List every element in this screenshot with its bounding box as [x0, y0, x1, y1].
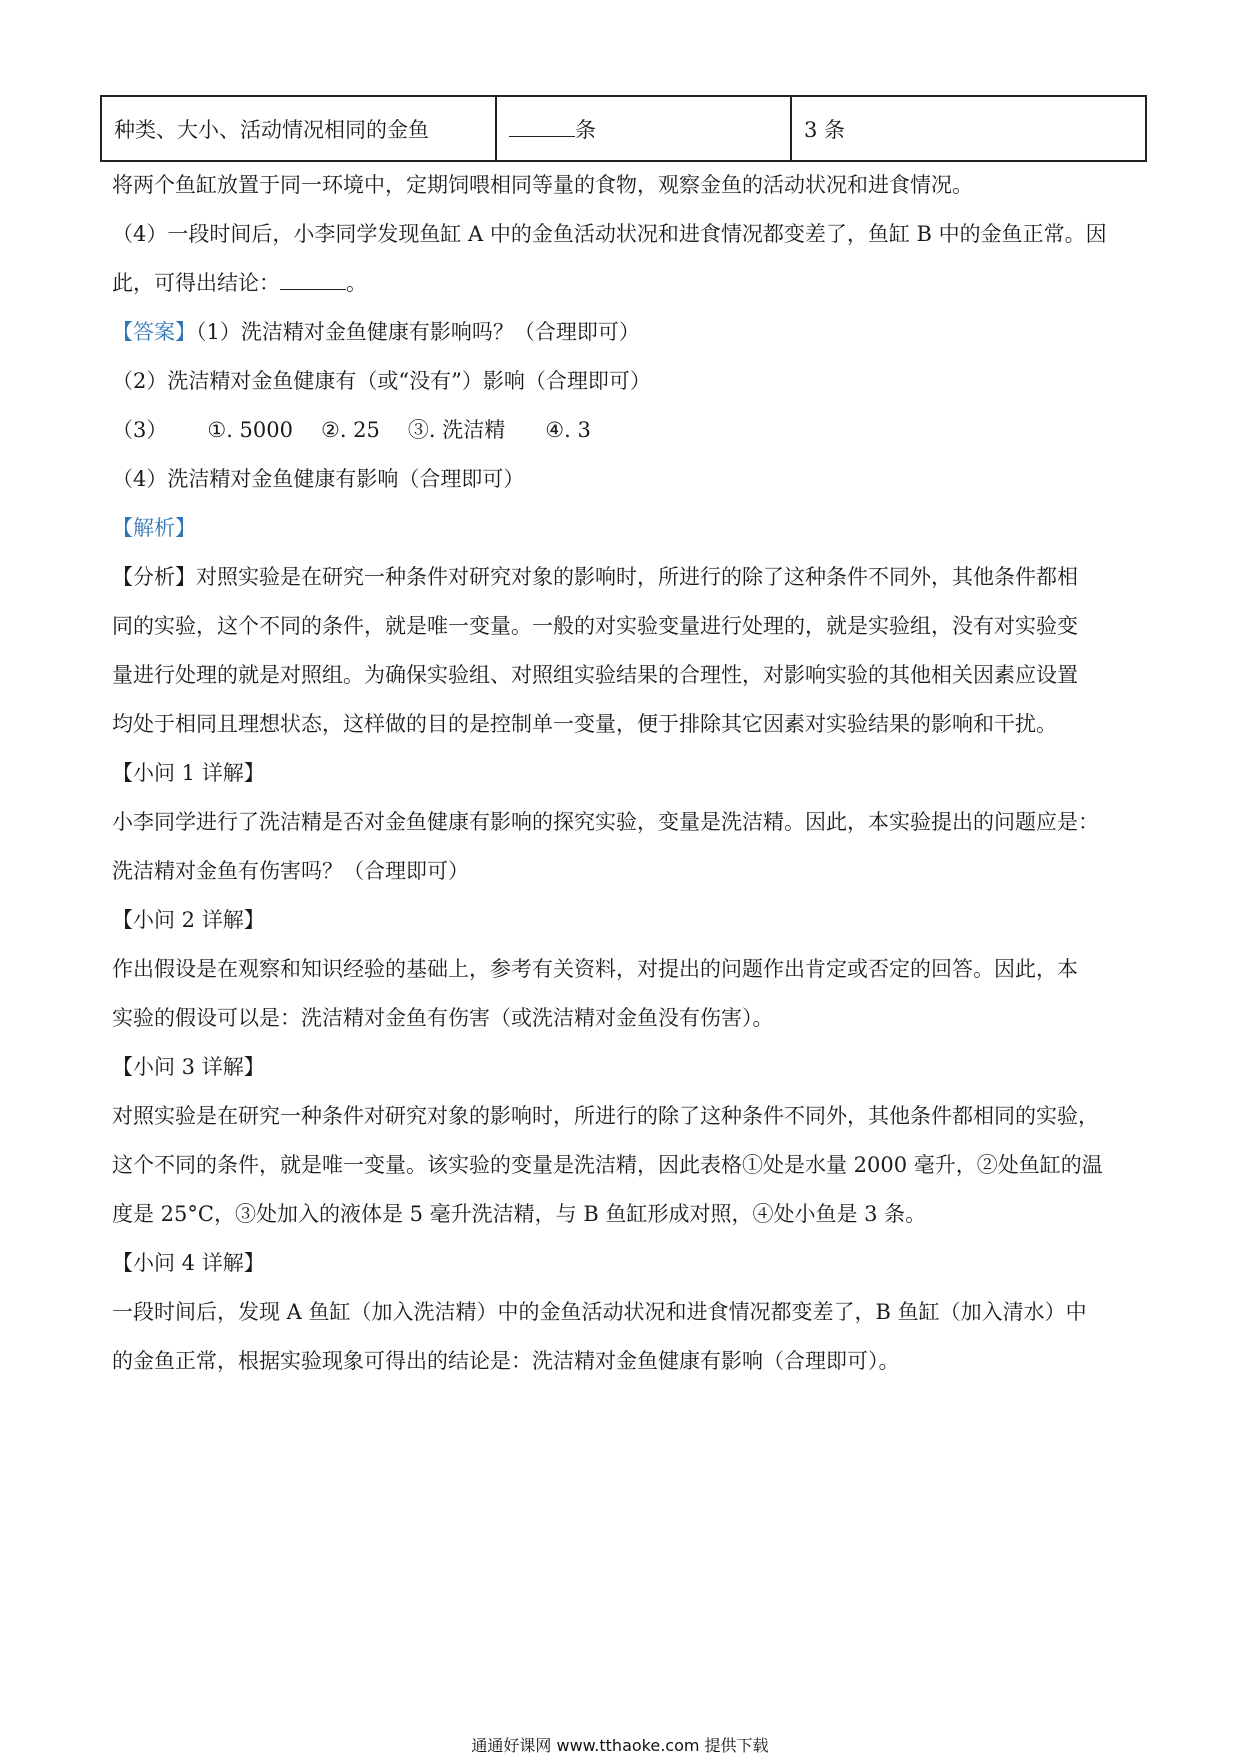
answer-4: （4）洗洁精对金鱼健康有影响（合理即可） — [112, 467, 525, 491]
intro-text: 将两个鱼缸放置于同一环境中，定期饲喂相同等量的食物，观察金鱼的活动状况和进食情况。 — [112, 173, 973, 197]
question-4-suffix: 。 — [346, 271, 367, 295]
section-line: 的金鱼正常，根据实验现象可得出的结论是：洗洁精对金鱼健康有影响（合理即可）。 — [112, 1349, 900, 1373]
question-4-line-1: （4）一段时间后，小李同学发现鱼缸 A 中的金鱼活动状况和进食情况都变差了，鱼缸 B 中的金鱼正常。因 — [112, 222, 1107, 246]
section-title: 【小问 2 详解】 — [112, 908, 265, 932]
answer-line-1 — [112, 317, 1142, 347]
section-line: 小李同学进行了洗洁精是否对金鱼健康有影响的探究实验，变量是洗洁精。因此，本实验提出的问题应是： — [112, 810, 1099, 834]
table-row — [101, 96, 1146, 161]
answer-3-item: ③. 洗洁精 — [407, 418, 506, 442]
section-title: 【小问 1 详解】 — [112, 761, 265, 785]
analysis-line: 均处于相同且理想状态，这样做的目的是控制单一变量，便于排除其它因素对实验结果的影响和干扰。 — [112, 712, 1057, 736]
analysis-line: 同的实验，这个不同的条件，就是唯一变量。一般的对实验变量进行处理的，就是实验组，没有对实验变 — [112, 614, 1078, 638]
answer-1: （1）洗洁精对金鱼健康有影响吗？（合理即可） — [196, 320, 640, 344]
section-line: 实验的假设可以是：洗洁精对金鱼有伤害（或洗洁精对金鱼没有伤害）。 — [112, 1006, 774, 1030]
section-line: 作出假设是在观察和知识经验的基础上，参考有关资料，对提出的问题作出肯定或否定的回答。因此，本 — [112, 957, 1078, 981]
answer-3-item: ②. 25 — [321, 418, 380, 442]
question-4-line-2 — [112, 268, 1142, 298]
answer-tag: 【答案】 — [112, 320, 196, 344]
table-cell-a — [496, 96, 791, 161]
footer-text: 通通好课网 www.tthaoke.com 提供下载 — [471, 1736, 769, 1755]
section-title: 【小问 3 详解】 — [112, 1055, 265, 1079]
analysis-tag: 【解析】 — [112, 516, 196, 540]
table-cell-label: 种类、大小、活动情况相同的金鱼 — [101, 96, 496, 161]
section-title: 【小问 4 详解】 — [112, 1251, 265, 1275]
section-line: 这个不同的条件，就是唯一变量。该实验的变量是洗洁精，因此表格①处是水量 2000 毫升，②处鱼缸的温 — [112, 1153, 1103, 1177]
analysis-line: 【分析】对照实验是在研究一种条件对研究对象的影响时，所进行的除了这种条件不同外，其他条件都相 — [112, 565, 1078, 589]
question-4-prefix: 此，可得出结论： — [112, 271, 280, 295]
answer-3-prefix: （3） — [112, 418, 168, 442]
section-line: 对照实验是在研究一种条件对研究对象的影响时，所进行的除了这种条件不同外，其他条件都相同的实验， — [112, 1104, 1099, 1128]
answer-3-item: ④. 3 — [545, 418, 591, 442]
table-cell-a-unit: 条 — [575, 117, 596, 142]
answer-3 — [112, 415, 1142, 445]
fill-blank — [509, 118, 575, 137]
table-cell-b: 3 条 — [791, 96, 1146, 161]
fill-blank — [280, 271, 346, 290]
analysis-line: 量进行处理的就是对照组。为确保实验组、对照组实验结果的合理性，对影响实验的其他相关因素应设置 — [112, 663, 1078, 687]
section-line: 一段时间后，发现 A 鱼缸（加入洗洁精）中的金鱼活动状况和进食情况都变差了，B 鱼缸（加入清水）中 — [112, 1300, 1087, 1324]
answer-3-item: ①. 5000 — [207, 418, 293, 442]
answer-2: （2）洗洁精对金鱼健康有（或“没有”）影响（合理即可） — [112, 369, 651, 393]
section-line: 洗洁精对金鱼有伤害吗？（合理即可） — [112, 859, 469, 883]
experiment-table — [100, 95, 1147, 162]
section-line: 度是 25°C，③处加入的液体是 5 毫升洗洁精，与 B 鱼缸形成对照，④处小鱼是 3 条。 — [112, 1202, 927, 1226]
